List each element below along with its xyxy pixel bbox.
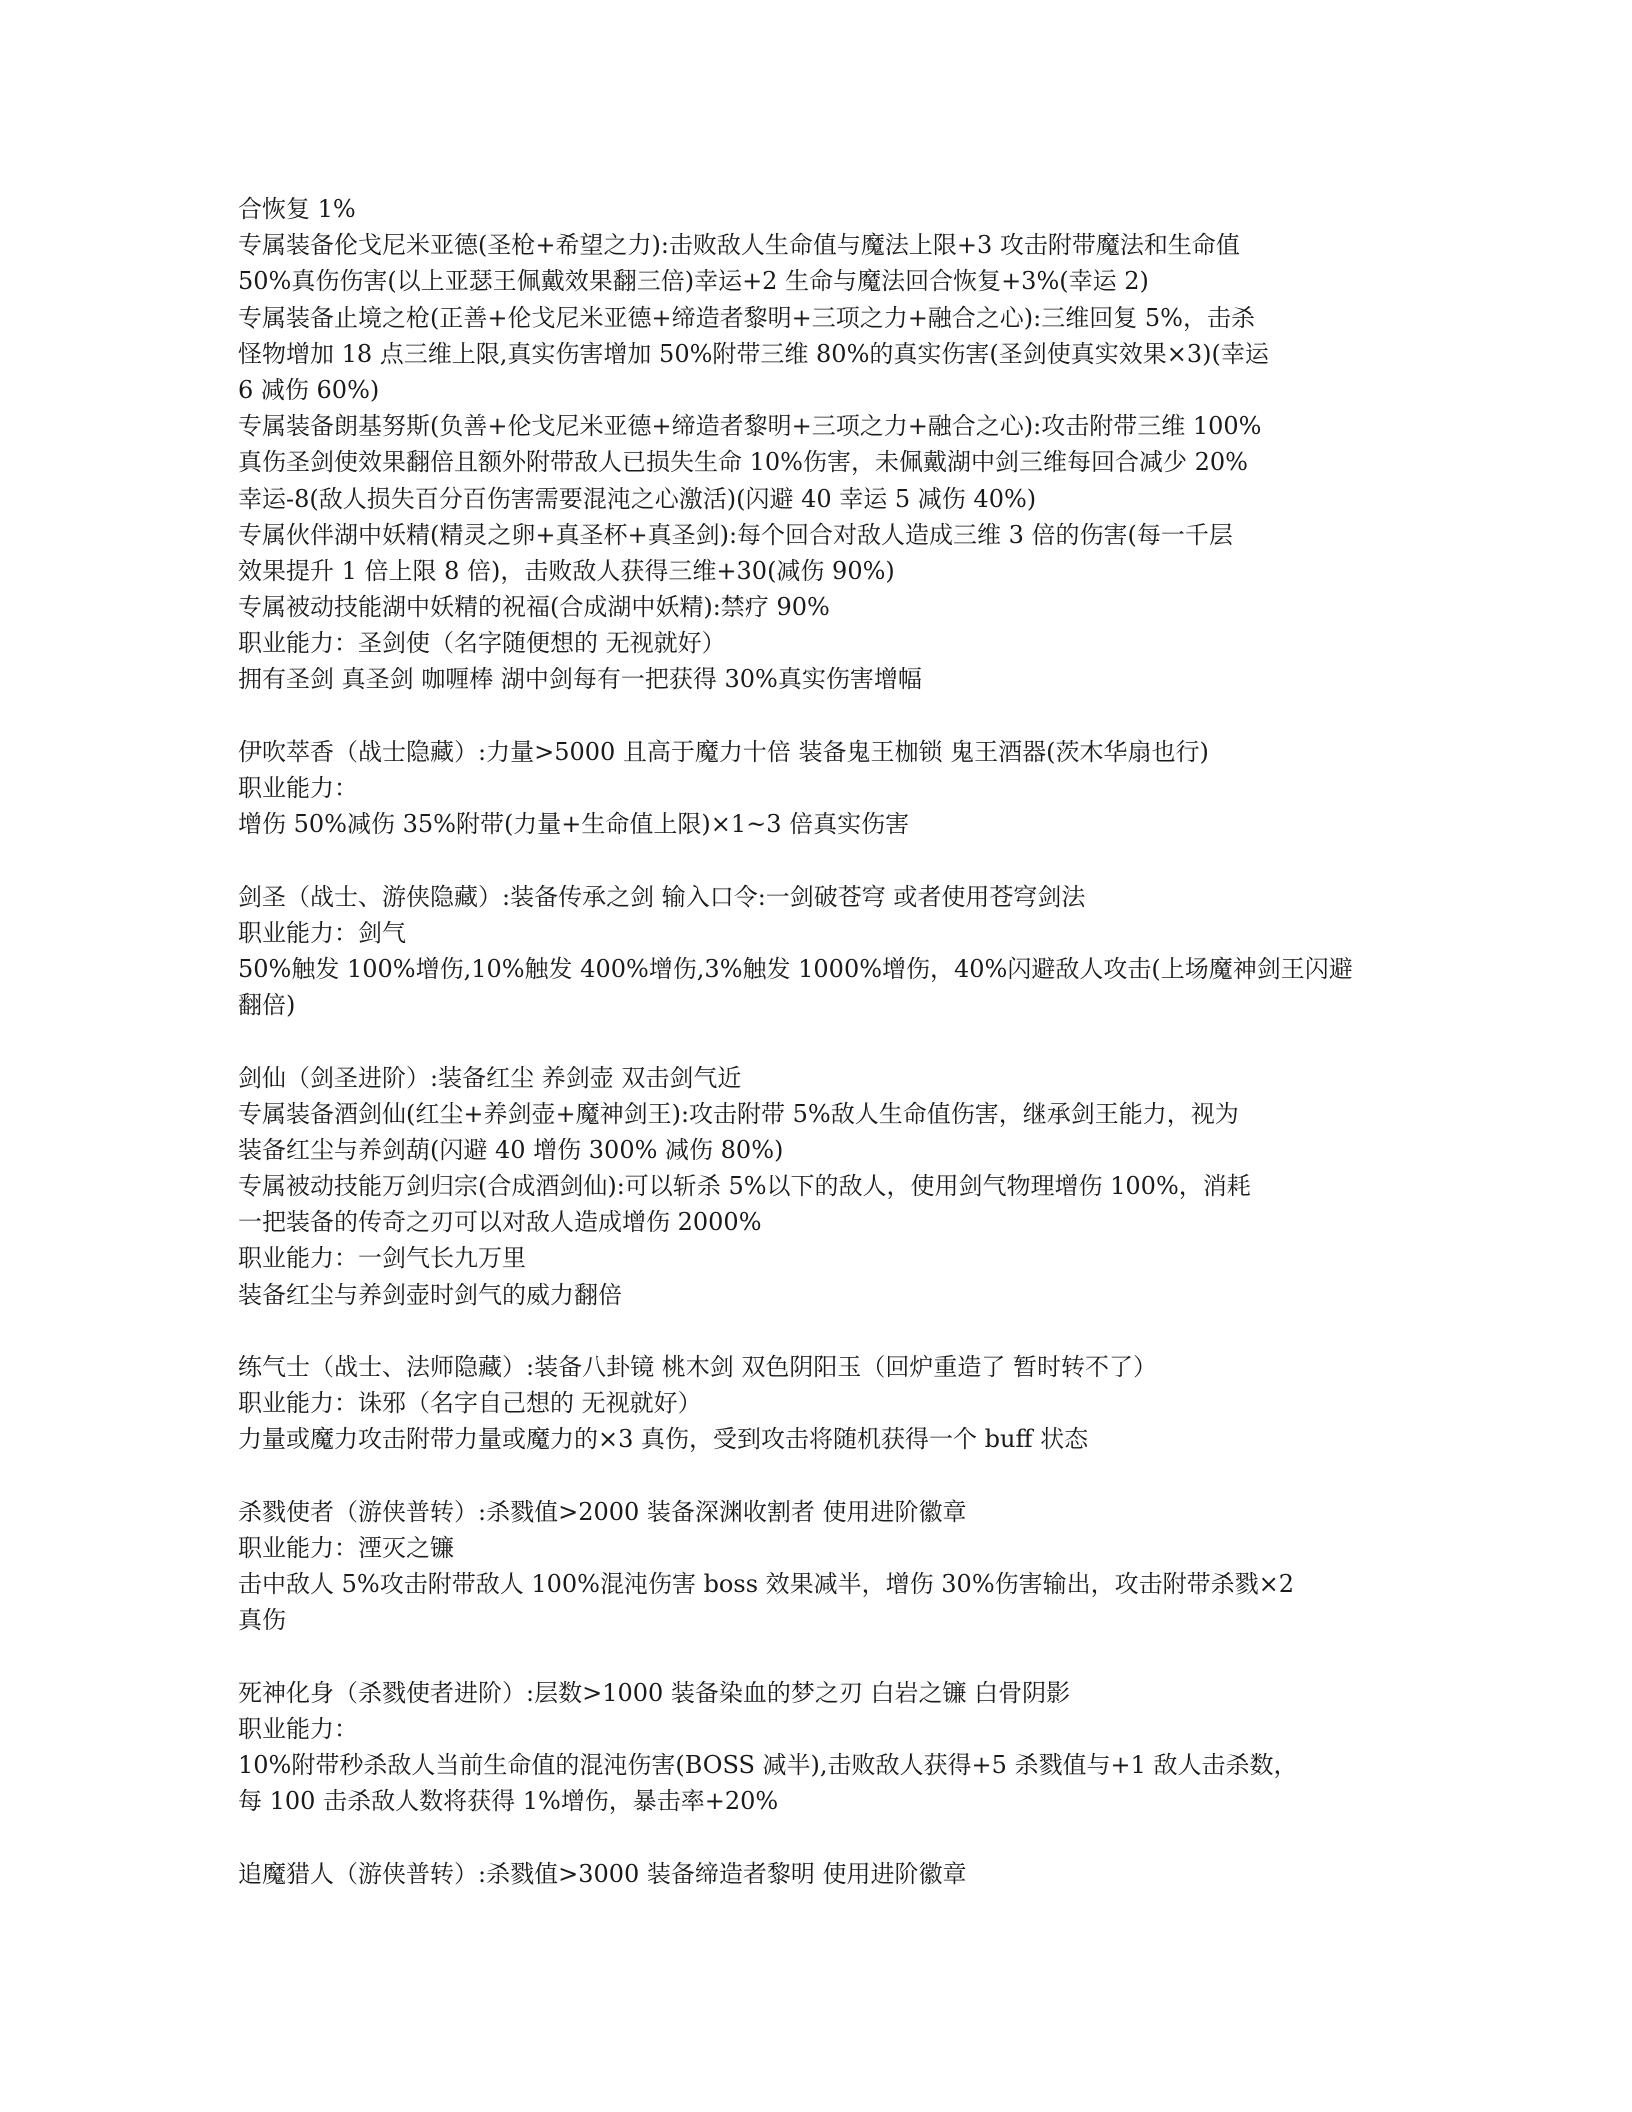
section-heading: 练气士（战士、法师隐藏）:装备八卦镜 桃木剑 双色阴阳玉（回炉重造了 暂时转不了）: [238, 1353, 1157, 1381]
text-line: 50%真伤伤害(以上亚瑟王佩戴效果翻三倍)幸运+2 生命与魔法回合恢复+3%(幸运 2): [238, 267, 1149, 296]
text-line: 专属伙伴湖中妖精(精灵之卵+真圣杯+真圣剑):每个回合对敌人造成三维 3 倍的伤害(每一千层: [238, 520, 1233, 549]
section-slaughter-envoy: [238, 1494, 1398, 1639]
text-line: 真伤圣剑使效果翻倍且额外附带敌人已损失生命 10%伤害，未佩戴湖中剑三维每回合减少 20%: [238, 448, 1248, 477]
text-line: 职业能力：剑气: [238, 918, 406, 947]
section-sword-saint: [238, 879, 1398, 1024]
text-line: 装备红尘与养剑壶时剑气的威力翻倍: [238, 1280, 622, 1309]
text-line: 职业能力：一剑气长九万里: [238, 1244, 526, 1273]
text-line: 怪物增加 18 点三维上限,真实伤害增加 50%附带三维 80%的真实伤害(圣剑使真实效果×3)(幸运: [238, 339, 1269, 368]
text-line: 6 减伤 60%): [238, 375, 380, 404]
paragraph-gap: [238, 842, 1398, 878]
section-heading: 追魔猎人（游侠普转）:杀戮值>3000 装备缔造者黎明 使用进阶徽章: [238, 1859, 967, 1888]
section-qi-practitioner: [238, 1349, 1398, 1458]
text-line: 幸运-8(敌人损失百分百伤害需要混沌之心激活)(闪避 40 幸运 5 减伤 40%): [238, 484, 1037, 513]
paragraph-gap: [238, 1023, 1398, 1059]
paragraph-gap: [238, 1819, 1398, 1855]
text-line: 专属被动技能万剑归宗(合成酒剑仙):可以斩杀 5%以下的敌人，使用剑气物理增伤 100%，消耗: [238, 1172, 1251, 1201]
text-line: 专属装备朗基努斯(负善+伦戈尼米亚德+缔造者黎明+三项之力+融合之心):攻击附带三维 100%: [238, 412, 1262, 441]
text-line: 真伤: [238, 1606, 286, 1635]
text-line: 合恢复 1%: [238, 195, 356, 223]
text-line: 职业能力：: [238, 1714, 358, 1743]
document-body: [238, 191, 1398, 1892]
paragraph-gap: [238, 1458, 1398, 1494]
section-heading: 剑圣（战士、游侠隐藏）:装备传承之剑 输入口令:一剑破苍穹 或者使用苍穹剑法: [238, 882, 1086, 911]
text-line: 一把装备的传奇之刃可以对敌人造成增伤 2000%: [238, 1208, 762, 1237]
text-line: 装备红尘与养剑葫(闪避 40 增伤 300% 减伤 80%): [238, 1135, 784, 1164]
section-sword-immortal: [238, 1060, 1398, 1313]
text-line: 拥有圣剑 真圣剑 咖喱棒 湖中剑每有一把获得 30%真实伤害增幅: [238, 665, 922, 694]
text-line: 增伤 50%减伤 35%附带(力量+生命值上限)×1~3 倍真实伤害: [238, 810, 910, 839]
paragraph-gap: [238, 1639, 1398, 1675]
section-heading: 伊吹萃香（战士隐藏）:力量>5000 且高于魔力十倍 装备鬼王枷锁 鬼王酒器(茨木华扇也行): [238, 737, 1209, 766]
paragraph-gap: [238, 1313, 1398, 1349]
section-death-incarnate: [238, 1675, 1398, 1820]
text-line: 50%触发 100%增伤,10%触发 400%增伤,3%触发 1000%增伤，40%闪避敌人攻击(上场魔神剑王闪避: [238, 954, 1353, 983]
text-line: 专属装备伦戈尼米亚德(圣枪+希望之力):击败敌人生命值与魔法上限+3 攻击附带魔法和生命值: [238, 231, 1240, 260]
section-demon-hunter: [238, 1856, 1398, 1892]
section-heading: 杀戮使者（游侠普转）:杀戮值>2000 装备深渊收割者 使用进阶徽章: [238, 1497, 967, 1526]
text-line: 职业能力：圣剑使（名字随便想的 无视就好）: [238, 629, 726, 658]
section-heading: 剑仙（剑圣进阶）:装备红尘 养剑壶 双击剑气近: [238, 1063, 742, 1092]
text-line: 职业能力：诛邪（名字自己想的 无视就好）: [238, 1389, 702, 1418]
section-ibuki-suika: [238, 734, 1398, 843]
text-line: 10%附带秒杀敌人当前生命值的混沌伤害(BOSS 减半),击败敌人获得+5 杀戮值与+1 敌人击杀数，: [238, 1751, 1298, 1780]
text-line: 专属装备止境之枪(正善+伦戈尼米亚德+缔造者黎明+三项之力+融合之心):三维回复 5%，击杀: [238, 303, 1255, 332]
text-line: 每 100 击杀敌人数将获得 1%增伤，暴击率+20%: [238, 1787, 779, 1816]
text-line: 专属装备酒剑仙(红尘+养剑壶+魔神剑王):攻击附带 5%敌人生命值伤害，继承剑王能力，视为: [238, 1099, 1239, 1128]
text-line: 职业能力：: [238, 774, 358, 802]
paragraph-gap: [238, 698, 1398, 734]
text-line: 力量或魔力攻击附带力量或魔力的×3 真伤，受到攻击将随机获得一个 buff 状态: [238, 1425, 1089, 1454]
section-heading: 死神化身（杀戮使者进阶）:层数>1000 装备染血的梦之刃 白岩之镰 白骨阴影: [238, 1678, 1071, 1707]
text-line: 专属被动技能湖中妖精的祝福(合成湖中妖精):禁疗 90%: [238, 593, 830, 622]
text-line: 效果提升 1 倍上限 8 倍)，击败敌人获得三维+30(减伤 90%): [238, 556, 895, 585]
section-paladin-equipment: [238, 191, 1398, 698]
text-line: 职业能力：湮灭之镰: [238, 1533, 454, 1562]
text-line: 翻倍): [238, 991, 296, 1020]
text-line: 击中敌人 5%攻击附带敌人 100%混沌伤害 boss 效果减半，增伤 30%伤害输出，攻击附带杀戮×2: [238, 1570, 1294, 1599]
